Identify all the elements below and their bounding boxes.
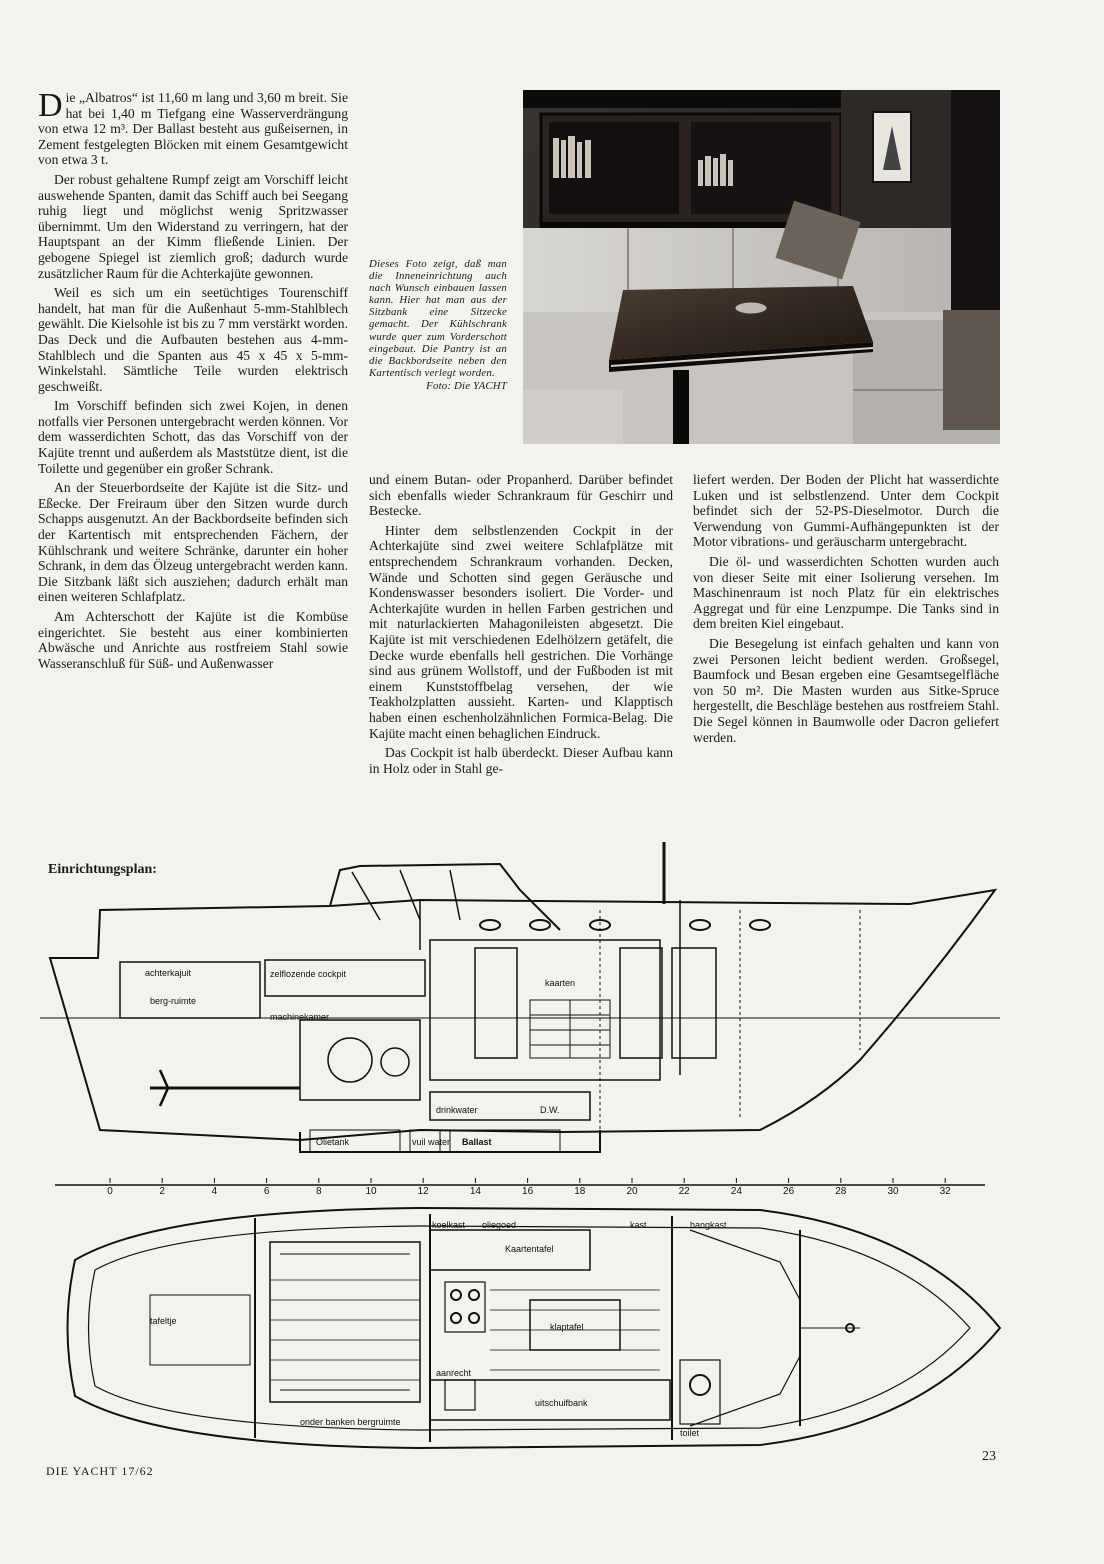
photo-caption [369,258,507,392]
scale-tick-label: 2 [159,1186,165,1197]
scale-tick-label: 32 [939,1186,951,1197]
hull-outline [50,890,995,1140]
paragraph: ie „Albatros“ ist 11,60 m lang und 3,60 m breit. Sie hat bei 1,40 m Tiefgang eine Wasserverdrängung von etwa 12 m³. Der Ballast besteht aus gußeisernen, in Zement festgelegten Blöcken mit einem Gesamtgewicht von etwa 3 t. [38,90,348,168]
magazine-footer: DIE YACHT 17/62 [46,1464,154,1478]
scale-tick-label: 12 [417,1186,429,1197]
scale-tick-label: 4 [211,1186,218,1197]
interior-photo [523,90,1000,444]
paragraph: und einem Butan- oder Propanherd. Darüber befindet sich ebenfalls wieder Schrankraum für Geschirr und Bestecke. [369,472,673,519]
label-machinekamer: machinekamer [270,1012,330,1022]
label-olietank: Olietank [316,1137,350,1147]
label-oliegoed: oliegoed [482,1220,517,1230]
label-uitschuifbank: uitschuifbank [535,1398,588,1408]
side-elevation-drawing [0,830,1104,1190]
label-tafeltje: tafeltje [150,1316,177,1326]
scale-tick-label: 20 [626,1186,638,1197]
deckhouse [330,864,560,930]
article-column-3 [693,472,999,745]
plan-view-drawing [0,1200,1104,1450]
paragraph: liefert werden. Der Boden der Plicht hat wasserdichte Luken und ist selbstlenzend. Unter dem Cockpit befindet sich der 52-PS-Dieselmotor. Durch die Verwendung von Gummi-Aufhängepunkten ist der Motor vibrations- und geräuscharm untergebracht. [693,472,999,550]
scale-tick-label: 10 [365,1186,377,1197]
caption-text: Dieses Foto zeigt, daß man die Inneneinrichtung auch nach Wunsch einbauen lassen kann. Hier hat man aus der Sitzbank eine Sitzecke gemacht. Der Kühlschrank wurde quer zum Vorderschott eingebaut. Die Pantry ist an die Backbordseite neben den Kartentisch verlegt worden. [369,258,507,379]
paragraph: Das Cockpit ist halb überdeckt. Dieser Aufbau kann in Holz oder in Stahl ge- [369,745,673,776]
label-ballast: Ballast [462,1137,492,1147]
label-berg-ruimte: berg-ruimte [150,996,197,1006]
label-aanrecht: aanrecht [436,1368,472,1378]
scale-tick-label: 6 [263,1186,270,1197]
paragraph: Die Besegelung ist einfach gehalten und kann von zwei Personen leicht bedient werden. Großsegel, Baumfock und Besan ergeben eine Gesamtsegelfläche von 50 m². Die Masten wurden aus Sitke-Spruce hergestellt, die Beschläge bestehen aus rostfreiem Stahl. Die Segel können in Baumwolle oder Dacron geliefert werden. [693,635,999,745]
plan-title: Einrichtungsplan: [48,862,157,877]
label-kaarten: kaarten [545,978,576,988]
paragraph: Hinter dem selbstlenzenden Cockpit in der Achterkajüte sind zwei weitere Schlafplätze mit entsprechendem Schrankraum vorhanden. Decken, Wände und Schotten sind gegen Geräusche und Kondenswasser besonders isoliert. Die Vorder- und Achterkajüte wurden in hellen Farben gestrichen und mit naturlackierten Mahagonileisten abgesetzt. Die Kajüte ist mit verschiedenen Edelhölzern getäfelt, die Decke wurde ebenfalls hell gestrichen. Die Vorhänge sind aus grünem Wollstoff, und der Fußboden ist mit einem Kunststoffbelag versehen, der wie Teakholzplatten aussieht. Karten- und Klapptisch haben einen eschenholzähnlichen Formica-Belag. Die Kajüte macht einen behaglichen Eindruck. [369,522,673,741]
scale-tick-label: 16 [522,1186,534,1197]
scale-tick-label: 14 [469,1186,481,1197]
label-koelkast: koelkast [432,1220,466,1230]
label-vuil-water: vuil water [412,1137,451,1147]
photo-credit: Foto: Die YACHT [426,379,507,392]
scale-tick-label: 8 [316,1186,322,1197]
scale-tick-label: 30 [887,1186,899,1197]
label-toilet: toilet [680,1428,700,1438]
scale-tick-label: 0 [107,1186,113,1197]
label-klaptafel: klaptafel [550,1322,584,1332]
label-hangkast: hangkast [690,1220,727,1230]
scale-tick-label: 22 [678,1186,690,1197]
drop-cap: D [38,87,63,124]
label-onder-banken-bergruimte: onder banken bergruimte [300,1417,401,1427]
label-dw: D.W. [540,1105,560,1115]
scale-bar [0,1178,1104,1202]
paragraph: Weil es sich um ein seetüchtiges Tourenschiff handelt, hat man für die Außenhaut 5-mm-Stahlblech gewählt. Die Kielsohle ist bis zu 7 mm verstärkt worden. Das Deck und die Aufbauten bestehen aus 4-mm-Stahlblech und die Spanten aus 45 x 45 x 5-mm-Winkelstahl. Sämtliche Teile wurden elektrisch geschweißt. [38,285,348,394]
label-kast: kast [630,1220,647,1230]
paragraph: An der Steuerbordseite der Kajüte ist die Sitz- und Eßecke. Der Freiraum über den Sitzen wurde durch Schapps ausgenutzt. An der Backbordseite befinden sich der Kartentisch mit entsprechenden Fächern, der Kühlschrank und weitere Schränke, darunter ein hoher Schrank, in dem das Ölzeug untergebracht werden kann. Die Sitzbank läßt sich ausziehen; dadurch erhält man einen weiteren Schlafplatz. [38,480,348,605]
paragraph: Am Achterschott der Kajüte ist die Kombüse eingerichtet. Sie besteht aus einer kombinierten Abwäsche und Anrichte aus rostfreiem Stahl sowie Wasseranschluß für Süß- und Außenwasser [38,609,348,671]
paragraph: Im Vorschiff befinden sich zwei Kojen, in denen notfalls vier Personen untergebracht werden können. Vor dem wasserdichten Schott, das das Vorschiff von der Kajüte trennt und außerdem als Maststütze dient, ist die Toilette und gegenüber ein großer Schrank. [38,398,348,476]
label-drinkwater: drinkwater [436,1105,478,1115]
article-column-2 [369,472,673,776]
interior-photo-drawing [523,90,1000,444]
scale-tick-label: 24 [730,1186,742,1197]
scale-tick-label: 18 [574,1186,586,1197]
label-achterkajuit: achterkajuit [145,968,192,978]
label-kaartentafel: Kaartentafel [505,1244,554,1254]
paragraph: Der robust gehaltene Rumpf zeigt am Vorschiff leicht auswehende Spanten, damit das Schiff auch bei Seegang ruhig liegt und möglichst wenig Spritzwasser übernimmt. Um den Widerstand zu verringern, hat der Hauptspant an der Kimm fließende Linien. Der gebogene Spiegel ist ziemlich groß; dadurch wurde zusätzlicher Raum für die Achterkajüte gewonnen. [38,171,348,281]
label-zelflozende-cockpit: zelflozende cockpit [270,969,347,979]
paragraph: Die öl- und wasserdichten Schotten wurden auch von dieser Seite mit einer Isolierung versehen. Im Maschinenraum ist noch Platz für ein elektrisches Aggregat und für eine Lenzpumpe. Die Tanks sind in dem breiten Kiel eingebaut. [693,553,999,632]
page-number: 23 [982,1449,996,1464]
article-column-1 [38,87,348,671]
scale-tick-label: 28 [835,1186,847,1197]
scale-tick-label: 26 [783,1186,795,1197]
